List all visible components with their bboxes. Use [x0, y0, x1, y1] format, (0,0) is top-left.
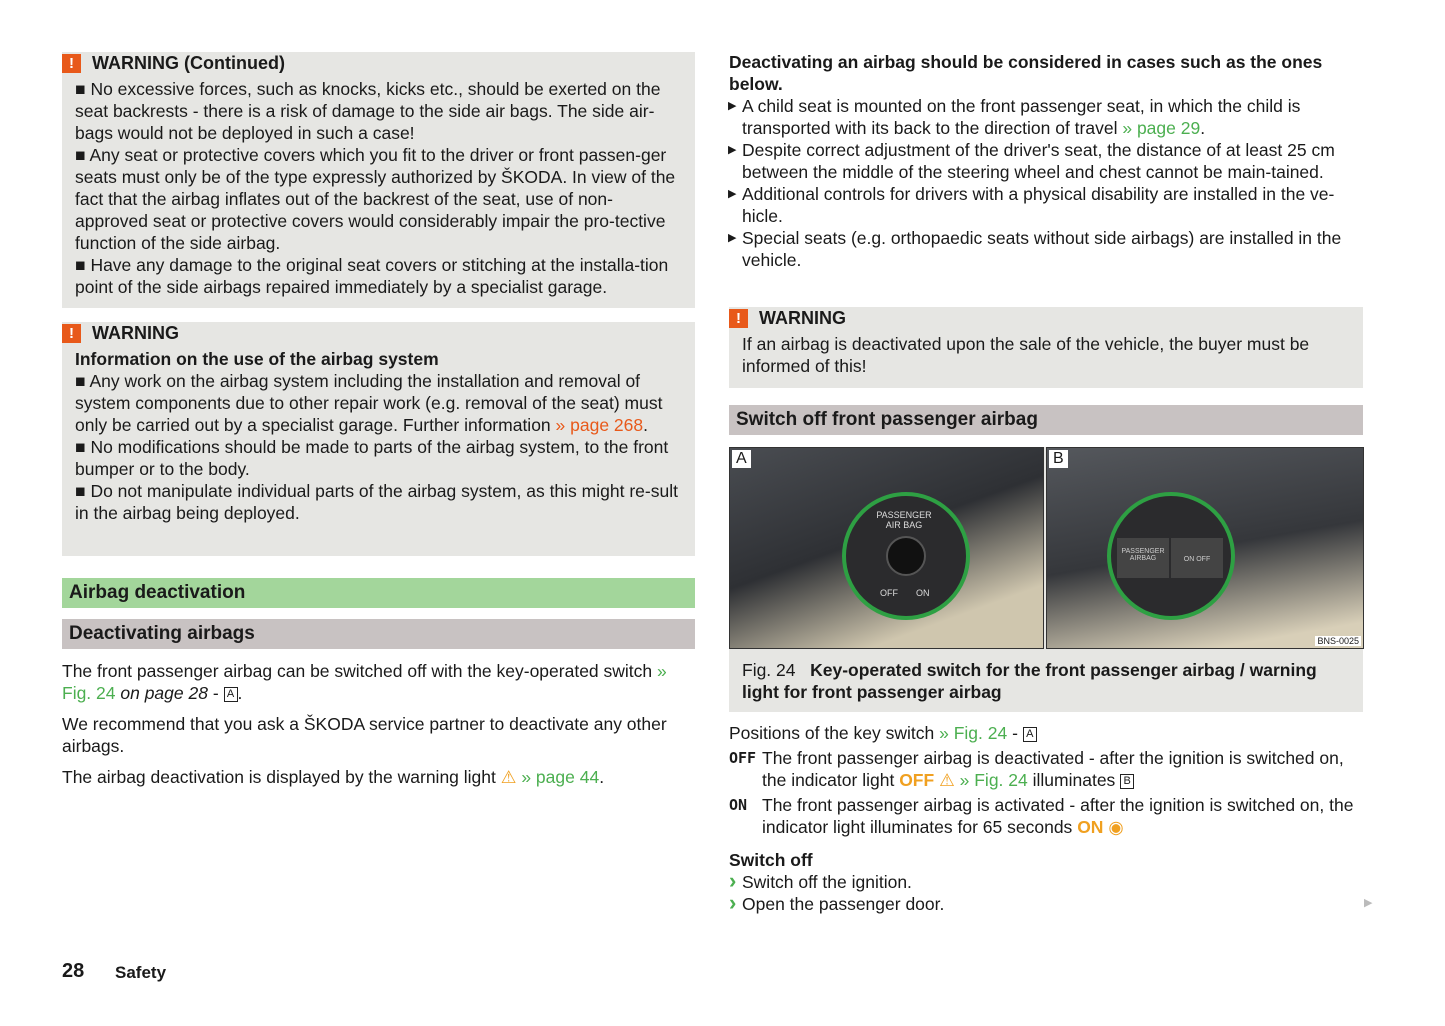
warning-header	[62, 52, 285, 74]
panel-label-b: B	[1049, 450, 1068, 468]
warning-box-airbag-system	[62, 322, 695, 556]
airbag-off-warning-icon: ⚠	[500, 767, 517, 787]
warning-title: WARNING (Continued)	[92, 52, 285, 73]
key-slot-icon	[886, 536, 926, 576]
switch-off-heading: Switch off	[729, 850, 813, 870]
warning-box-continued	[62, 52, 695, 308]
intro-heading: Deactivating an airbag should be considered in cases such as the ones below.	[729, 52, 1323, 94]
warning-header	[62, 322, 179, 344]
figure-panel-a	[729, 447, 1044, 649]
fig-24-link[interactable]: » Fig. 24	[959, 770, 1028, 790]
panel-label-a: A	[732, 450, 751, 468]
figure-24	[729, 447, 1363, 712]
figure-code: BNS-0025	[1317, 636, 1359, 646]
page-268-link[interactable]: » page 268	[555, 415, 644, 435]
on-position: ON The front passenger airbag is activated - after the ignition is switched on, the indicator light illuminates for 65 seconds ON ◉	[729, 795, 1354, 837]
footer-section: Safety	[115, 963, 167, 982]
case-item: ▶ Additional controls for drivers with a physical disability are installed in the ve-hicle.	[742, 183, 1363, 227]
section-deactivating-airbags: Deactivating airbags	[62, 619, 695, 649]
warning-icon: !	[62, 54, 81, 73]
case-item: ▶ Special seats (e.g. orthopaedic seats without side airbags) are installed in the vehicle.	[742, 227, 1363, 271]
warning-bullet: ■ Do not manipulate individual parts of the airbag system, as this might re-sult in the airbag being deployed.	[75, 481, 678, 523]
paragraph-switch: The front passenger airbag can be switched off with the key-operated switch » Fig. 24 on page 28 - A .	[62, 661, 667, 703]
figure-panel-b	[1046, 447, 1364, 649]
warning-title: WARNING	[92, 322, 179, 343]
page-29-link[interactable]: » page 29	[1122, 118, 1201, 138]
warning-bullet: ■ No excessive forces, such as knocks, kicks etc., should be exerted on the seat backrests - there is a risk of damage to the side air bags. The side air-bags would not be deployed in such a case!	[75, 79, 661, 143]
positions-line: Positions of the key switch » Fig. 24 - A	[729, 722, 1363, 744]
page-number: 28	[62, 960, 85, 982]
warning-bullet: ■ Have any damage to the original seat covers or stitching at the installa-tion point of the side airbags repaired immediately by a specialist garage.	[75, 255, 669, 297]
warning-icon: !	[62, 324, 81, 343]
paragraph-recommend: We recommend that you ask a ŠKODA service partner to deactivate any other airbags.	[62, 714, 667, 756]
warning-title: WARNING	[759, 307, 846, 328]
section-airbag-deactivation: Airbag deactivation	[62, 578, 695, 608]
paragraph-warning-light: The airbag deactivation is displayed by the warning light ⚠ » page 44.	[62, 767, 605, 787]
section-switch-off-passenger-airbag: Switch off front passenger airbag	[729, 405, 1363, 435]
key-switch-closeup: PASSENGER AIR BAG OFF ON	[842, 492, 970, 620]
case-item: ▶ A child seat is mounted on the front passenger seat, in which the child is transported with its back to the direction of travel » page 29.	[742, 95, 1363, 139]
warning-bullet: ■ Any work on the airbag system including the installation and removal of system components due to other repair work (e.g. removal of the seat) must only be carried out by a specialist garage. Further information » page 268.	[75, 371, 663, 435]
warning-header	[729, 307, 846, 329]
warning-bullet: ■ Any seat or protective covers which you fit to the driver or front passen-ger seats must only be of the type expressly authorized by ŠKODA. In view of the fact that the airbag inflates out of the backrest of the seat, use of non-approved seat or protective covers would considerably impair the pro-tective function of the side airbag.	[75, 145, 676, 253]
continue-arrow-icon: ▶	[1364, 897, 1373, 909]
warning-box-sale	[729, 307, 1363, 388]
page-44-link[interactable]: » page 44	[521, 767, 600, 787]
case-item: ▶ Despite correct adjustment of the driver's seat, the distance of at least 25 cm between the middle of the steering wheel and chest cannot be main-tained.	[742, 139, 1363, 183]
fig-24-link[interactable]: » Fig. 24	[62, 661, 667, 703]
step-item: › Open the passenger door.	[742, 893, 1363, 915]
fig-24-link[interactable]: » Fig. 24	[939, 723, 1008, 743]
warning-bullet: ■ No modifications should be made to parts of the airbag system, to the front bumper or to the body.	[75, 437, 669, 479]
warning-subtitle: Information on the use of the airbag system	[75, 349, 439, 369]
airbag-light-closeup: PASSENGER AIRBAG ON OFF	[1107, 492, 1235, 620]
step-item: › Switch off the ignition.	[742, 871, 1363, 893]
warning-text: If an airbag is deactivated upon the sale of the vehicle, the buyer must be informed of this!	[742, 334, 1310, 376]
warning-icon: !	[729, 309, 748, 328]
off-position: OFF The front passenger airbag is deactivated - after the ignition is switched on, the indicator light OFF ⚠ » Fig. 24 illuminates B	[729, 748, 1344, 790]
figure-caption: Fig. 24 Key-operated switch for the front passenger airbag / warning light for front passenger airbag	[742, 660, 1317, 702]
